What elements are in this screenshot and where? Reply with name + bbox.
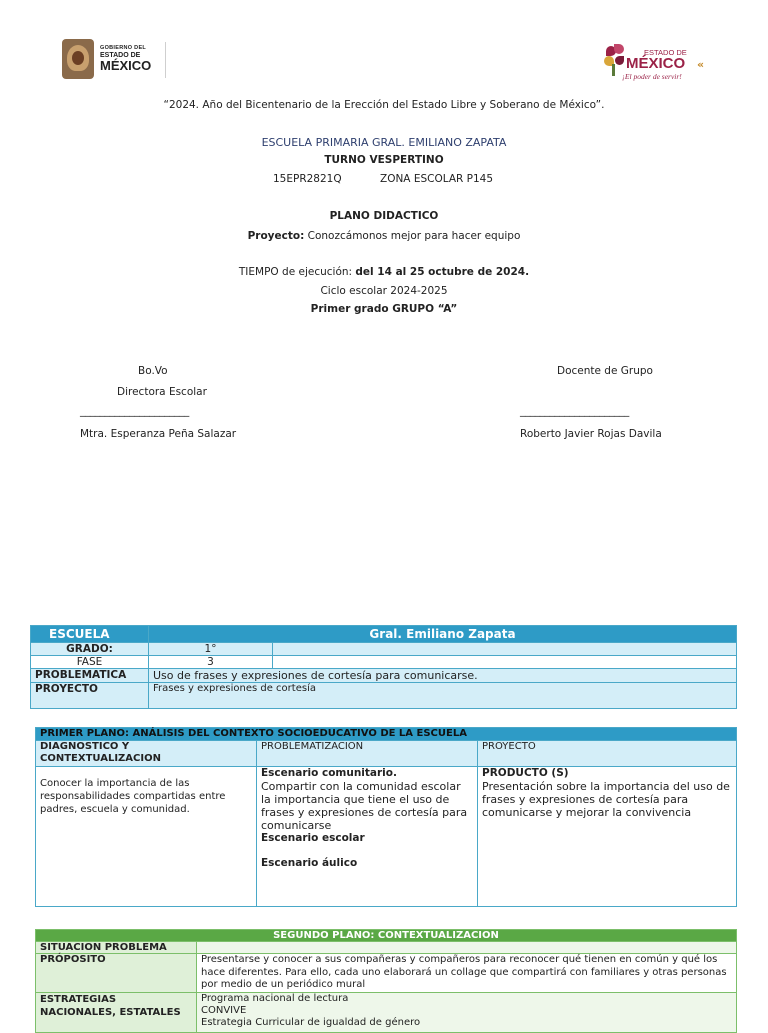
school-info-table [30,625,737,709]
diagnostico-text: Conocer la importancia de las responsabilidades compartidas entre padres, escuela y comunidad. [36,767,257,907]
primer-plano-title: PRIMER PLANO: ANÁLISIS DEL CONTEXTO SOCIOEDUCATIVO DE LA ESCUELA [36,728,737,741]
col-diagnostico: DIAGNOSTICO Y CONTEXTUALIZACION [36,741,257,767]
fase-empty [273,656,737,669]
time-line [0,266,768,278]
col-proyecto: PROYECTO [478,741,737,767]
producto-text: Presentación sobre la importancia del uso de frases y expresiones de cortesía para comunicarse y mejorar la convivencia [482,780,730,819]
project-value: Conozcámonos mejor para hacer equipo [304,230,521,242]
proyecto-label: PROYECTO [31,683,149,709]
estrategia-3: Estrategia Curricular de igualdad de género [201,1016,421,1028]
teacher-signature-line: ______________________ [520,405,629,417]
time-value: del 14 al 25 octubre de 2024. [355,266,530,278]
logo-left-line3: MÉXICO [100,57,152,73]
estrategias-cell [197,992,737,1032]
bovo-label: Bo.Vo [138,365,168,377]
escenario-comunitario-text: Compartir con la comunidad escolar la importancia que tiene el uso de frases y expresiones de cortesía para comunicarse [261,780,468,832]
teacher-name: Roberto Javier Rojas Davila [520,428,662,440]
estrategia-2: CONVIVE [201,1004,247,1016]
director-name: Mtra. Esperanza Peña Salazar [80,428,237,440]
problematica-value: Uso de frases y expresiones de cortesía para comunicarse. [149,669,737,683]
school-cycle: Ciclo escolar 2024-2025 [320,285,448,297]
fase-label: FASE [31,656,149,669]
estrategia-1: Programa nacional de lectura [201,992,349,1004]
logo-right-line1: ESTADO DE [644,48,687,57]
primer-plano-table [35,727,737,907]
estrategias-label: ESTRATEGIAS NACIONALES, ESTATALES [36,992,197,1032]
estado-mexico-brand-logo [600,40,710,84]
director-signature-line: ______________________ [80,405,189,417]
school-name: ESCUELA PRIMARIA GRAL. EMILIANO ZAPATA [261,136,507,149]
project-line [0,230,768,242]
escenario-comunitario-label: Escenario comunitario. [261,767,397,779]
proposito-label: PRÓPOSITO [36,954,197,993]
escuela-value: Gral. Emiliano Zapata [149,626,737,643]
year-motto: “2024. Año del Bicentenario de la Erección del Estado Libre y Soberano de México”. [163,99,605,111]
project-label: Proyecto: [247,230,305,242]
school-zone: ZONA ESCOLAR P145 [380,173,494,185]
document-title: PLANO DIDACTICO [329,210,439,222]
flower-icon [602,44,628,74]
grado-empty [273,643,737,656]
proyecto-cell [478,767,737,907]
proposito-text: Presentarse y conocer a sus compañeras y compañeros para reconocer qué tienen en común y qué los hace diferentes. Para ello, cada uno elaborará un collage que compartirá con familiares y otras personas por medio de un periódico mural [197,954,737,993]
escuela-label: ESCUELA [31,626,149,643]
segundo-plano-title: SEGUNDO PLANO: CONTEXTUALIZACION [36,930,737,942]
grado-label: GRADO: [31,643,149,656]
time-label: TIEMPO de ejecución: [238,266,356,278]
logo-left-line1: GOBIERNO DEL [100,45,147,52]
grade-group: Primer grado GRUPO “A” [310,303,458,315]
segundo-plano-table [35,929,737,1033]
chevron-icon: « [697,58,705,71]
shift: TURNO VESPERTINO [324,154,444,166]
problematica-label: PROBLEMATICA [31,669,149,683]
school-code: 15EPR2821Q [273,173,342,185]
escenario-escolar-label: Escenario escolar [261,832,365,844]
coat-of-arms-icon [62,39,94,79]
gobierno-estado-mexico-logo [62,38,172,80]
fase-value: 3 [149,656,273,669]
logo-left-line2: ESTADO DE [100,51,141,59]
teacher-role: Docente de Grupo [557,365,653,377]
logo-right-tagline: ¡El poder de servir! [622,72,682,81]
logo-divider [165,42,166,78]
situacion-label: SITUACION PROBLEMA [36,942,197,954]
logo-right-line2: MÉXICO [626,55,686,72]
producto-label: PRODUCTO (S) [482,767,569,779]
escenario-aulico-label: Escenario áulico [261,857,358,869]
situacion-value [197,942,737,954]
proyecto-value: Frases y expresiones de cortesía [149,683,737,709]
problematizacion-cell [257,767,478,907]
director-role: Directora Escolar [117,386,207,398]
col-problematizacion: PROBLEMATIZACION [257,741,478,767]
grado-value: 1° [149,643,273,656]
